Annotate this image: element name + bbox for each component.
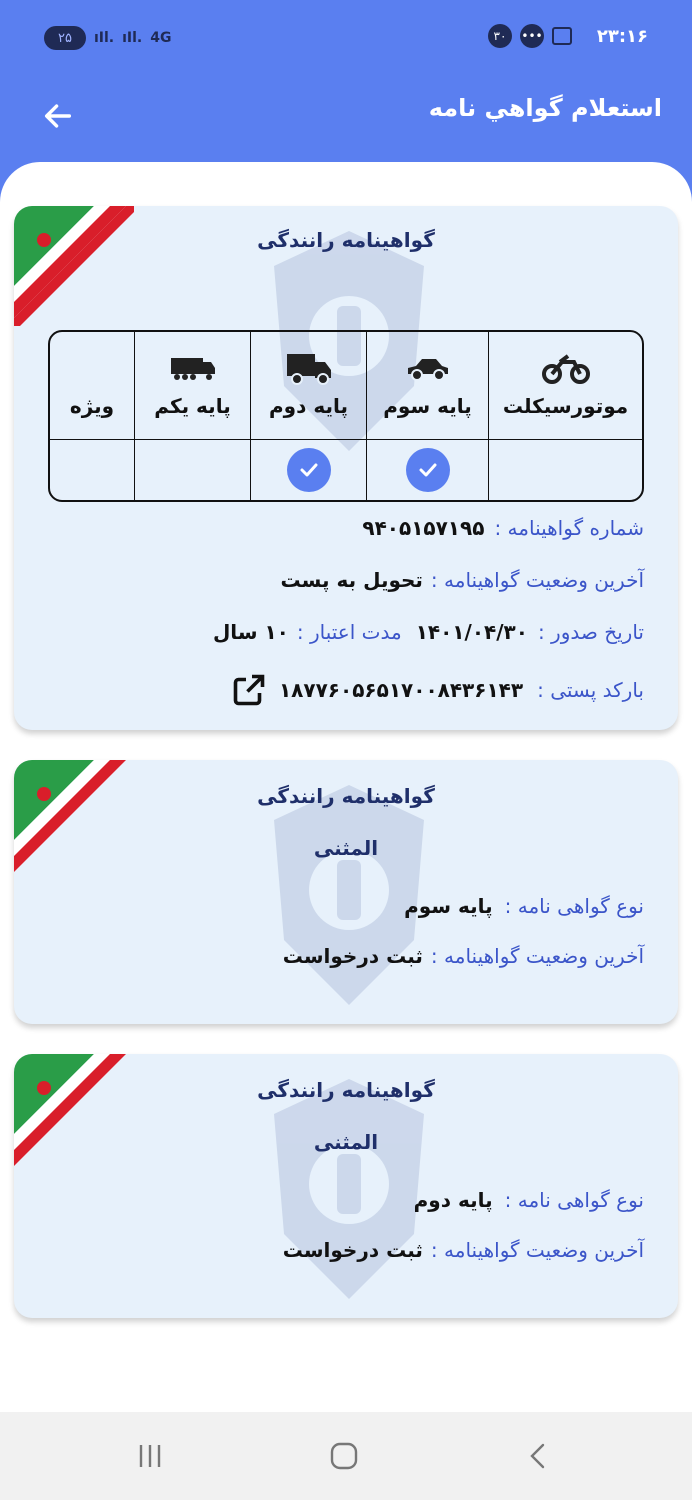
iran-flag-icon (14, 206, 134, 326)
status-icons (488, 24, 572, 48)
issue-date-row (213, 620, 644, 644)
last-status-row (283, 1238, 644, 1262)
card-title: گواهینامه رانندگی (257, 784, 435, 808)
notification-count-badge: ۳۰ (488, 24, 512, 48)
grade-special: ویژه (50, 332, 134, 440)
heavy-truck-icon (135, 354, 250, 384)
license-number-row (362, 516, 644, 540)
license-type-value: پایه سوم (404, 894, 493, 918)
last-status-row (281, 568, 645, 592)
home-icon (328, 1440, 360, 1472)
grade-third: پایه سوم (366, 332, 488, 440)
check-cell-first (134, 440, 250, 500)
app-bar (0, 80, 692, 160)
status-time: ۲۳:۱۶ (596, 26, 648, 47)
license-grades-table (48, 330, 644, 502)
license-number-value: ۹۴۰۵۱۵۷۱۹۵ (362, 516, 485, 540)
license-number-label: شماره گواهینامه : (494, 516, 644, 540)
iran-flag-icon (14, 1054, 134, 1174)
police-emblem-watermark (264, 1074, 434, 1304)
postal-barcode-value: ۱۸۷۷۶۰۵۶۵۱۷۰۰۸۴۳۶۱۴۳ (278, 678, 524, 702)
screenshot-icon (552, 27, 572, 45)
arrow-left-icon (41, 99, 75, 133)
license-type-label: نوع گواهی نامه : (504, 894, 644, 918)
system-nav-bar (0, 1412, 692, 1500)
system-back-button[interactable] (516, 1434, 560, 1478)
validity-value: ۱۰ سال (212, 620, 289, 644)
open-external-icon[interactable] (231, 672, 267, 708)
validity-label: مدت اعتبار : (296, 620, 402, 644)
last-status-value: ثبت درخواست (282, 1238, 423, 1262)
license-type-row (404, 894, 644, 918)
license-type-row (414, 1188, 644, 1212)
last-status-value: ثبت درخواست (282, 944, 423, 968)
iran-flag-icon (14, 760, 134, 880)
message-icon: ••• (520, 24, 544, 48)
issue-date-value: ۱۴۰۱/۰۴/۳۰ (415, 620, 528, 644)
home-button[interactable] (322, 1434, 366, 1478)
battery-indicator: ۲۵ (44, 26, 86, 50)
card-subtitle: المثنی (313, 836, 379, 860)
network-type: 4G (150, 30, 172, 46)
issue-date-label: تاریخ صدور : (537, 620, 644, 644)
signal-icon: ıIl. (94, 30, 115, 46)
duplicate-license-card (14, 1054, 678, 1318)
last-status-value: تحویل به پست (280, 568, 423, 592)
motorcycle-icon (489, 354, 642, 384)
truck-icon (251, 354, 366, 384)
check-cell-third (366, 440, 488, 500)
card-title: گواهینامه رانندگی (257, 1078, 435, 1102)
card-subtitle: المثنی (313, 1130, 379, 1154)
signal-icon-2: ıIl. (122, 30, 143, 46)
check-icon (287, 448, 331, 492)
postal-barcode-row (231, 672, 644, 708)
status-left (44, 26, 171, 50)
grade-second: پایه دوم (250, 332, 366, 440)
license-type-value: پایه دوم (413, 1188, 493, 1212)
check-cell-motorcycle (488, 440, 642, 500)
check-icon (406, 448, 450, 492)
page-title: استعلام گواهي نامه (428, 94, 662, 122)
license-type-label: نوع گواهی نامه : (504, 1188, 644, 1212)
last-status-label: آخرین وضعیت گواهینامه : (430, 568, 644, 592)
card-title: گواهینامه رانندگی (257, 228, 435, 252)
license-card (14, 206, 678, 730)
grade-motorcycle: موتورسیکلت (488, 332, 642, 440)
last-status-label: آخرین وضعیت گواهینامه : (430, 1238, 644, 1262)
duplicate-license-card (14, 760, 678, 1024)
recent-apps-icon (135, 1441, 165, 1471)
car-icon (367, 354, 488, 384)
grade-first: پایه یکم (134, 332, 250, 440)
chevron-left-icon (523, 1441, 553, 1471)
status-bar (0, 0, 692, 80)
check-cell-second (250, 440, 366, 500)
postal-barcode-label: بارکد پستی : (537, 678, 644, 702)
check-cell-special (50, 440, 134, 500)
recent-apps-button[interactable] (128, 1434, 172, 1478)
last-status-row (283, 944, 644, 968)
back-button[interactable] (36, 94, 80, 138)
last-status-label: آخرین وضعیت گواهینامه : (430, 944, 644, 968)
